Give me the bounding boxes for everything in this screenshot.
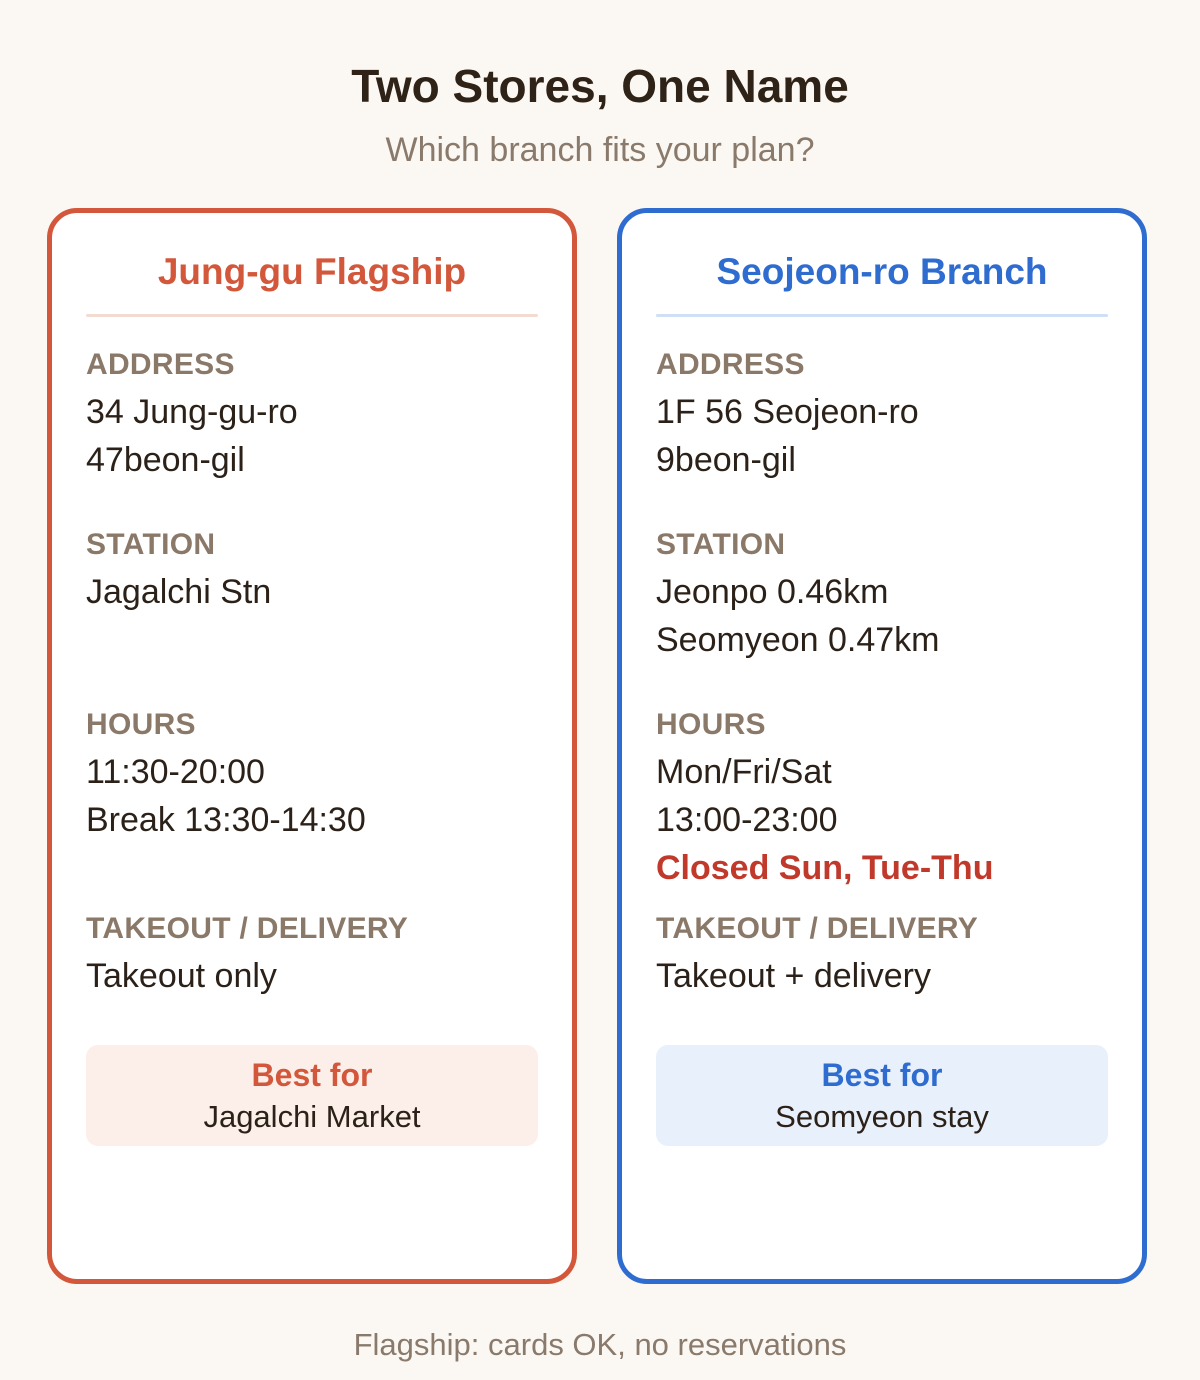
best-for-label: Best for [251, 1057, 373, 1093]
hours-label: HOURS [86, 708, 196, 741]
best-for-box [86, 1045, 538, 1146]
address-label: ADDRESS [86, 348, 235, 381]
store-card-seojeon-ro [617, 208, 1147, 1284]
best-for-label: Best for [821, 1057, 943, 1093]
hours-label: HOURS [656, 708, 766, 741]
station-line-2: Seomyeon 0.47km [656, 621, 940, 659]
store-card-jung-gu [47, 208, 577, 1284]
station-line-1: Jeonpo 0.46km [656, 573, 889, 611]
takeout-label: TAKEOUT / DELIVERY [86, 912, 409, 945]
page-title: Two Stores, One Name [351, 60, 849, 112]
station-label: STATION [86, 528, 216, 561]
best-for-value: Jagalchi Market [203, 1099, 421, 1134]
takeout-value: Takeout + delivery [656, 957, 931, 995]
hours-line-1: 11:30-20:00 [86, 753, 265, 791]
store-name: Jung-gu Flagship [157, 251, 467, 292]
address-line-2: 9beon-gil [656, 441, 796, 479]
address-line-1: 34 Jung-gu-ro [86, 393, 298, 431]
takeout-value: Takeout only [86, 957, 277, 995]
closed-days-warning: Closed Sun, Tue-Thu [656, 849, 994, 887]
station-line-1: Jagalchi Stn [86, 573, 272, 611]
store-name: Seojeon-ro Branch [716, 251, 1048, 292]
hours-line-2: Break 13:30-14:30 [86, 801, 366, 839]
address-line-2: 47beon-gil [86, 441, 245, 479]
page-subtitle: Which branch fits your plan? [385, 131, 815, 169]
station-label: STATION [656, 528, 786, 561]
title-divider [86, 314, 538, 317]
address-line-1: 1F 56 Seojeon-ro [656, 393, 919, 431]
footer-note: Flagship: cards OK, no reservations [353, 1327, 847, 1362]
hours-line-2: 13:00-23:00 [656, 801, 838, 839]
hours-line-1: Mon/Fri/Sat [656, 753, 832, 791]
address-label: ADDRESS [656, 348, 805, 381]
best-for-box [656, 1045, 1108, 1146]
best-for-value: Seomyeon stay [775, 1099, 989, 1134]
title-divider [656, 314, 1108, 317]
takeout-label: TAKEOUT / DELIVERY [656, 912, 979, 945]
